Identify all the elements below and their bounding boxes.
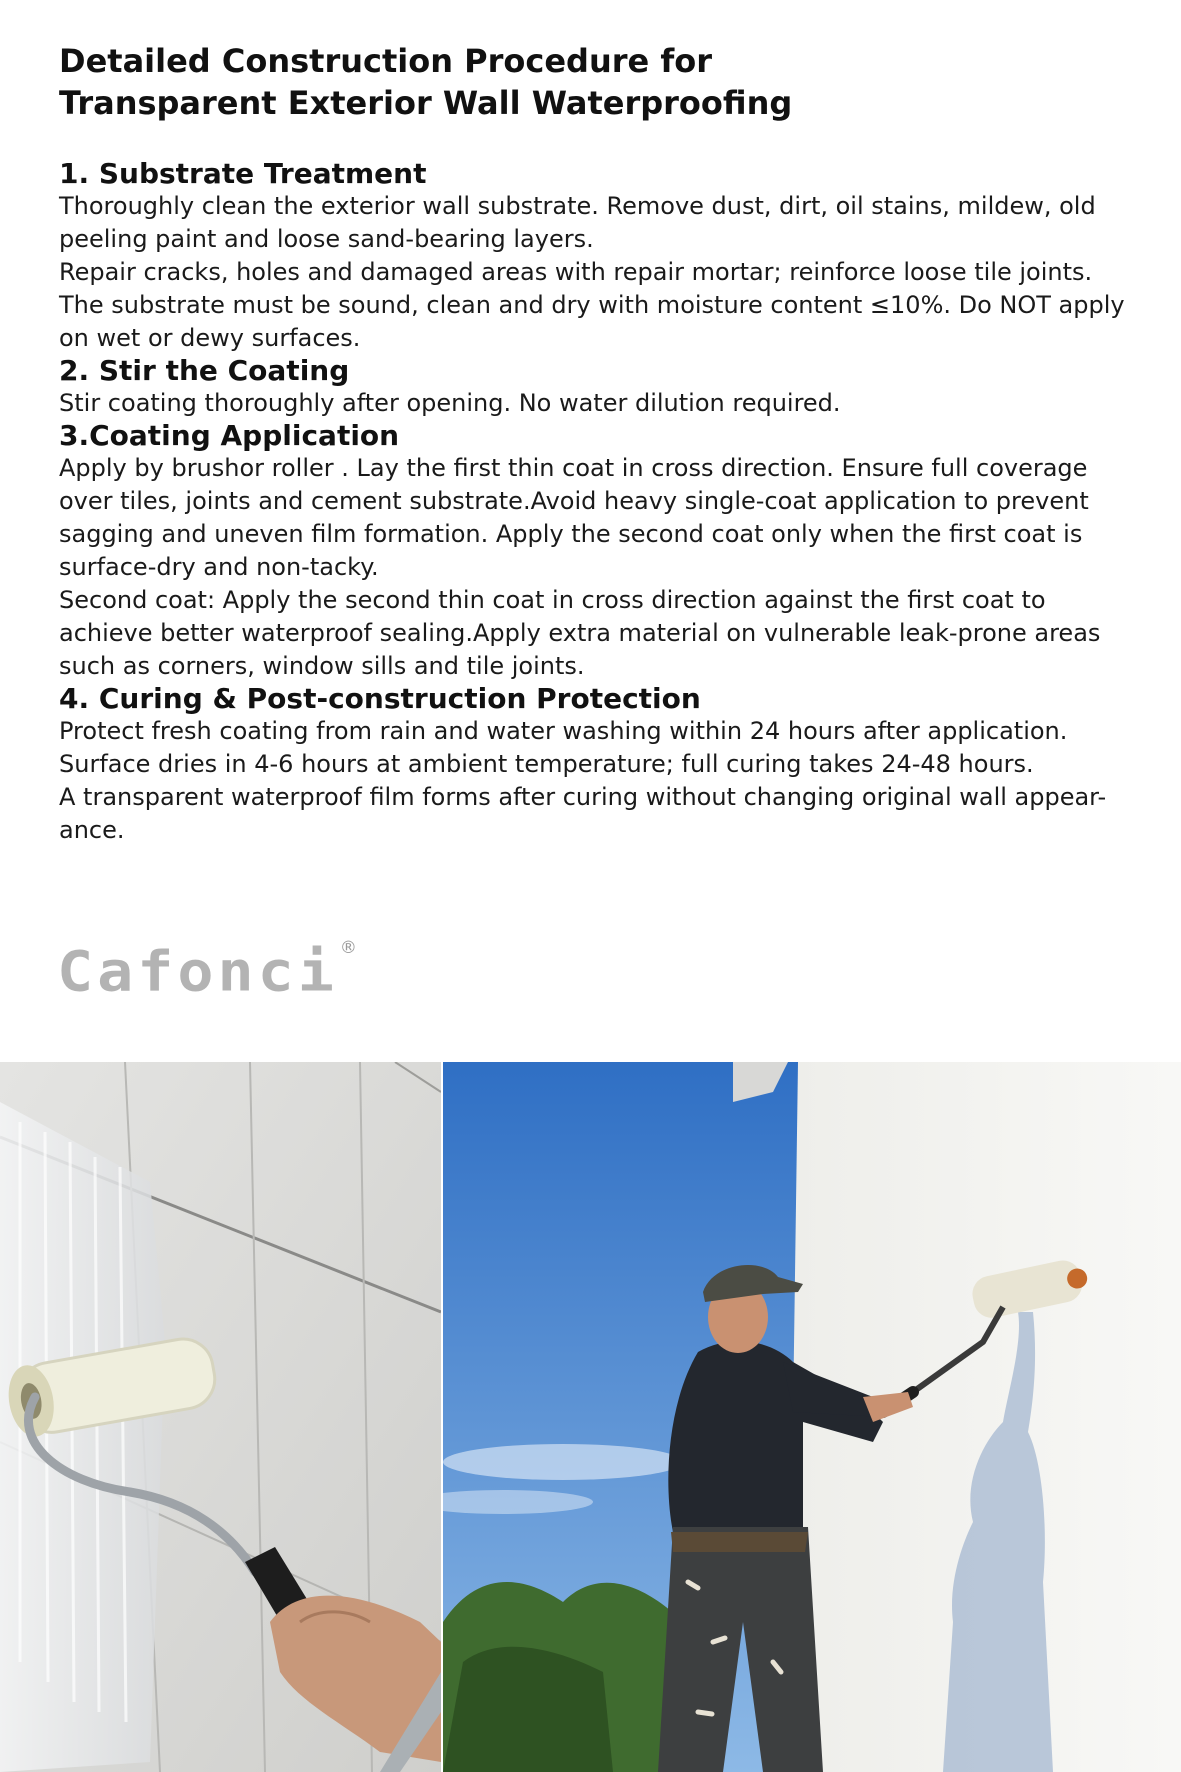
text-line: on wet or dewy surfaces. xyxy=(59,324,361,352)
logo-wordmark: Cafonci xyxy=(57,939,338,1005)
text-line: Stir coating thoroughly after opening. No water dilution required. xyxy=(59,389,841,417)
photo-strip xyxy=(0,1062,1181,1772)
worker-rolling-white-wall-photo xyxy=(443,1062,1181,1772)
page-title xyxy=(59,40,1129,124)
text-line: A transparent waterproof film forms after curing without changing original wall appear- xyxy=(59,783,1107,811)
text-line: The substrate must be sound, clean and dry with moisture content ≤10%. Do NOT apply xyxy=(59,291,1125,319)
registered-mark: ® xyxy=(339,938,357,958)
section-text xyxy=(59,715,1129,847)
roller-on-tile-wall-photo xyxy=(0,1062,441,1772)
text-line: Surface dries in 4-6 hours at ambient temperature; full curing takes 24-48 hours. xyxy=(59,750,1034,778)
document-body xyxy=(59,40,1129,847)
text-line: surface-dry and non-tacky. xyxy=(59,553,379,581)
section-heading: 2. Stir the Coating xyxy=(59,354,350,387)
text-line: sagging and uneven film formation. Apply the second coat only when the first coat is xyxy=(59,520,1083,548)
text-line: Protect fresh coating from rain and water washing within 24 hours after application. xyxy=(59,717,1068,745)
text-line: ance. xyxy=(59,816,125,844)
text-line: Repair cracks, holes and damaged areas with repair mortar; reinforce loose tile joints. xyxy=(59,258,1093,286)
text-line: over tiles, joints and cement substrate.Avoid heavy single-coat application to prevent xyxy=(59,487,1089,515)
section-substrate-treatment xyxy=(59,158,1129,355)
text-line: such as corners, window sills and tile joints. xyxy=(59,652,585,680)
text-line: Second coat: Apply the second thin coat in cross direction against the first coat to xyxy=(59,586,1046,614)
title-line-1: Detailed Construction Procedure for xyxy=(59,42,713,80)
section-text xyxy=(59,387,1129,420)
section-heading: 3.Coating Application xyxy=(59,419,400,452)
title-line-2: Transparent Exterior Wall Waterproofing xyxy=(59,84,793,122)
section-curing-protection xyxy=(59,683,1129,847)
section-heading: 4. Curing & Post-construction Protection xyxy=(59,682,701,715)
section-coating-application xyxy=(59,420,1129,683)
text-line: Thoroughly clean the exterior wall substrate. Remove dust, dirt, oil stains, mildew, old xyxy=(59,192,1096,220)
text-line: Apply by brushor roller . Lay the first thin coat in cross direction. Ensure full coverage xyxy=(59,454,1088,482)
text-line: achieve better waterproof sealing.Apply extra material on vulnerable leak-prone areas xyxy=(59,619,1101,647)
section-text xyxy=(59,190,1129,355)
section-heading: 1. Substrate Treatment xyxy=(59,157,427,190)
brand-logo xyxy=(57,940,357,1004)
text-line: peeling paint and loose sand-bearing layers. xyxy=(59,225,594,253)
section-text xyxy=(59,452,1129,683)
section-stir-coating xyxy=(59,355,1129,420)
